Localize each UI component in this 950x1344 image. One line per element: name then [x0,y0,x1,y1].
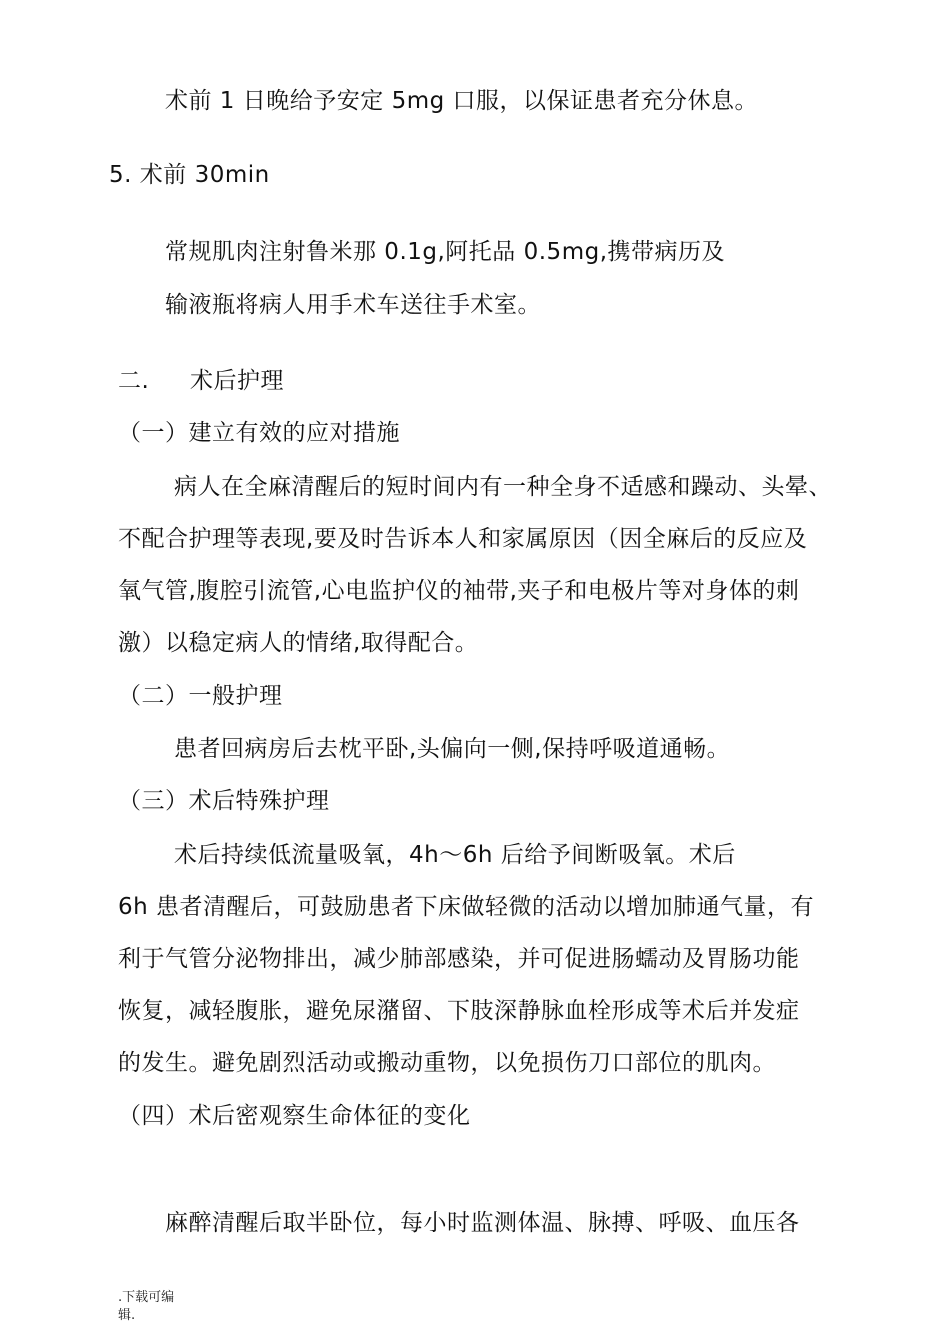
text-line-preop-sedative: 术前 1 日晚给予安定 5mg 口服，以保证患者充分休息。 [165,88,759,114]
paragraph-1-line-4: 激）以稳定病人的情绪,取得配合。 [118,630,479,656]
paragraph-3-line-4: 恢复，减轻腹胀，避免尿潴留、下肢深静脉血栓形成等术后并发症 [118,998,800,1024]
footer-line-1: .下载可编 [118,1290,175,1305]
text-line-injection: 常规肌肉注射鲁米那 0.1g,阿托品 0.5mg,携带病历及 [165,239,726,265]
paragraph-3-line-3: 利于气管分泌物排出，减少肺部感染，并可促进肠蠕动及胃肠功能 [118,946,800,972]
paragraph-3-line-1: 术后持续低流量吸氧，4h～6h 后给予间断吸氧。术后 [174,842,736,868]
subsection-1-heading: （一）建立有效的应对措施 [118,420,400,446]
subsection-2-heading: （二）一般护理 [118,683,283,709]
paragraph-1-line-1: 病人在全麻清醒后的短时间内有一种全身不适感和躁动、头晕、 [174,474,832,500]
text-line-transport: 输液瓶将病人用手术车送往手术室。 [165,292,541,318]
section-2-number: 二. [118,368,150,394]
paragraph-3-line-5: 的发生。避免剧烈活动或搬动重物，以免损伤刀口部位的肌肉。 [118,1050,776,1076]
footer-line-2: 辑. [118,1308,136,1323]
paragraph-1-line-2: 不配合护理等表现,要及时告诉本人和家属原因（因全麻后的反应及 [118,526,808,552]
paragraph-1-line-3: 氧气管,腹腔引流管,心电监护仪的袖带,夹子和电极片等对身体的刺 [118,578,800,604]
paragraph-3-line-2: 6h 患者清醒后，可鼓励患者下床做轻微的活动以增加肺通气量，有 [118,894,815,920]
paragraph-2-line-1: 患者回病房后去枕平卧,头偏向一侧,保持呼吸道通畅。 [174,736,731,762]
subsection-4-heading: （四）术后密观察生命体征的变化 [118,1103,471,1129]
item-5-heading: 5. 术前 30min [109,162,270,188]
paragraph-4-line-1: 麻醉清醒后取半卧位，每小时监测体温、脉搏、呼吸、血压各 [165,1210,800,1236]
subsection-3-heading: （三）术后特殊护理 [118,788,330,814]
section-2-title: 术后护理 [190,368,284,394]
